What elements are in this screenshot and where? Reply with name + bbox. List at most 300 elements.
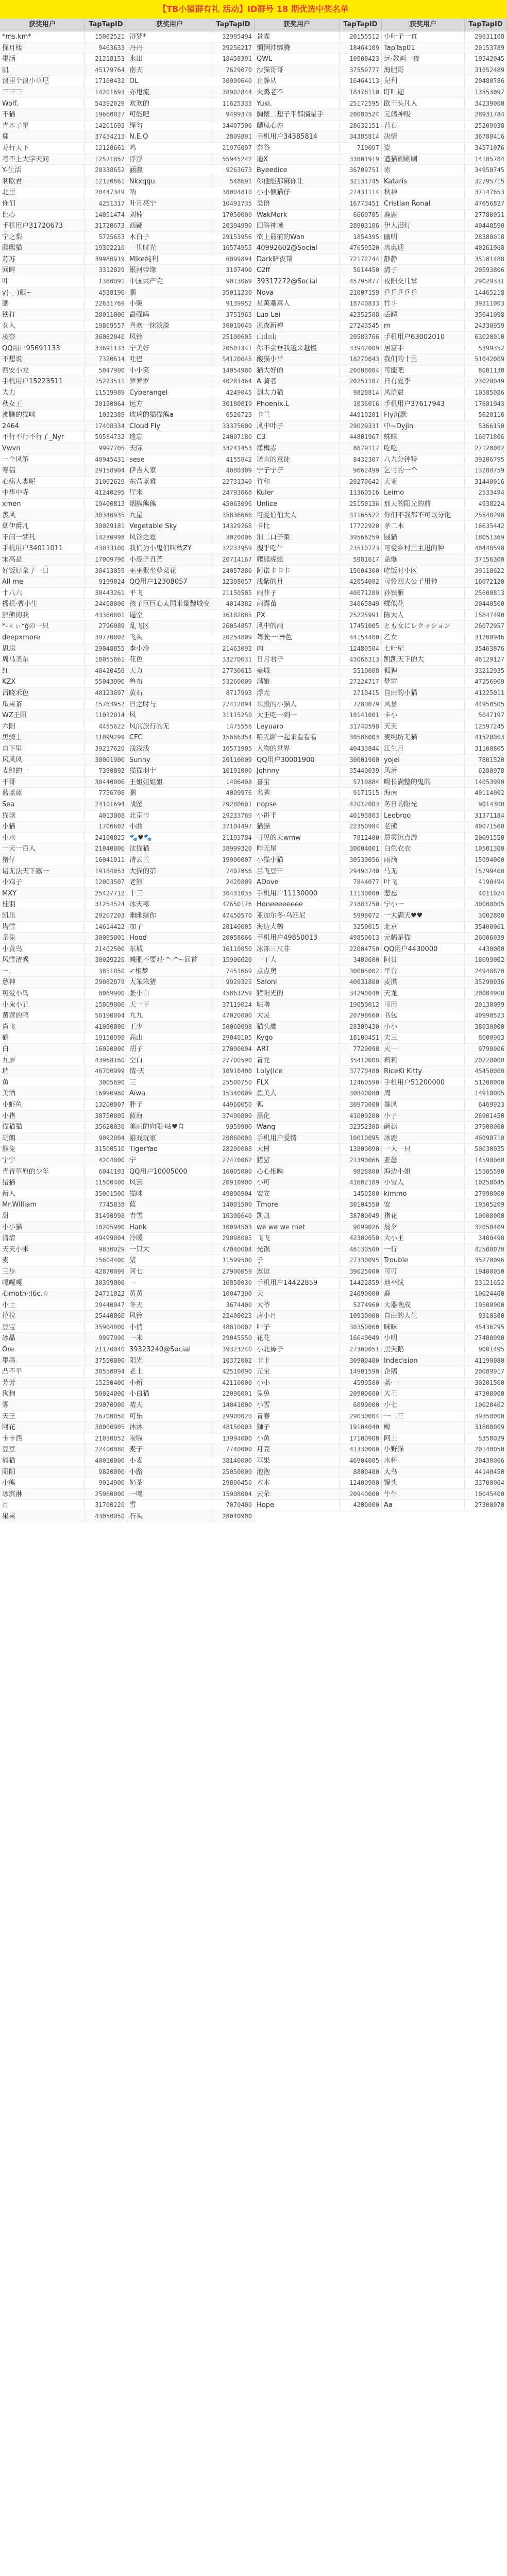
winner-name: 宁之梨 bbox=[0, 232, 85, 243]
winner-name: yojei bbox=[382, 755, 465, 766]
winner-name: 圆猫 bbox=[382, 532, 465, 544]
winner-name: 丹丹 bbox=[127, 43, 212, 54]
winner-taptap-id: 17408334 bbox=[85, 421, 127, 432]
winner-name: Aa bbox=[382, 1500, 465, 1511]
winner-taptap-id: 16635442 bbox=[465, 521, 507, 532]
winner-taptap-id: 27412094 bbox=[212, 699, 255, 710]
winner-taptap-id: 1706602 bbox=[85, 821, 127, 833]
winner-taptap-id: 20860000 bbox=[212, 1133, 255, 1144]
winner-name: Loly(Ice bbox=[255, 1066, 340, 1077]
winner-name: 小猪 bbox=[0, 1111, 85, 1122]
winner-name: 熙熙猫 bbox=[0, 243, 85, 254]
winner-name: 地平线 bbox=[382, 1278, 465, 1289]
winner-name: 美酒 bbox=[0, 1088, 85, 1099]
winner-taptap-id: 17722920 bbox=[340, 521, 382, 532]
winner-taptap-id: 10491735 bbox=[212, 198, 255, 210]
winner-name: 鹿鹿 bbox=[382, 210, 465, 221]
winner-taptap-id: 29440047 bbox=[85, 1300, 127, 1311]
winner-name: 满娘 bbox=[255, 676, 340, 688]
winner-taptap-id: 30340935 bbox=[85, 510, 127, 521]
winner-name: 浮浮 bbox=[127, 154, 212, 165]
winner-taptap-id: 8717993 bbox=[212, 688, 255, 699]
winner-taptap-id: 43968160 bbox=[85, 1055, 127, 1066]
winner-name: 王姐姐姐姐 bbox=[127, 777, 212, 788]
winner-name: 小明 bbox=[382, 1333, 465, 1344]
winner-taptap-id: 15604400 bbox=[85, 1255, 127, 1266]
winner-name: 三三三 bbox=[0, 87, 85, 98]
winner-taptap-id: 34950745 bbox=[465, 165, 507, 176]
winner-taptap-id: 9014900 bbox=[85, 1478, 127, 1489]
winner-name: 北里 bbox=[0, 187, 85, 198]
winner-taptap-id: 36780416 bbox=[465, 131, 507, 143]
winner-name: 一世时光 bbox=[127, 243, 212, 254]
winner-taptap-id: 49850013 bbox=[340, 933, 382, 944]
winner-taptap-id: 36082040 bbox=[85, 332, 127, 343]
winner-name: 宁 bbox=[127, 1155, 212, 1166]
winner-taptap-id: 10501300 bbox=[465, 843, 507, 855]
winner-name: 猪 bbox=[127, 1255, 212, 1266]
winner-name: *ms.km* bbox=[0, 31, 85, 43]
winner-taptap-id: 20004900 bbox=[465, 988, 507, 999]
winner-taptap-id: 14901590 bbox=[340, 1366, 382, 1378]
winner-taptap-id: 47300000 bbox=[465, 1388, 507, 1400]
winner-name: 光锅 bbox=[255, 1244, 340, 1256]
winner-name: とも女にレクッション bbox=[382, 621, 465, 632]
winner-name: OL bbox=[127, 76, 212, 87]
winner-name: 赤 bbox=[382, 165, 465, 176]
winner-name: 大小王 bbox=[382, 1233, 465, 1244]
winner-name: 猪猫 bbox=[0, 1177, 85, 1189]
winner-name: 潇梅赤 bbox=[255, 443, 340, 454]
winner-name: Ore bbox=[0, 1344, 85, 1355]
winner-taptap-id: 17100900 bbox=[340, 1433, 382, 1445]
winner-name: 干哥 bbox=[0, 777, 85, 788]
winner-taptap-id: 41009200 bbox=[340, 1111, 382, 1122]
winner-taptap-id: 27700590 bbox=[212, 1055, 255, 1066]
winner-name: 比心 bbox=[0, 210, 85, 221]
winner-name: 可怜四大公子用神 bbox=[382, 577, 465, 588]
winner-taptap-id: 11099299 bbox=[85, 732, 127, 743]
winner-taptap-id: 20251107 bbox=[340, 376, 382, 387]
winner-taptap-id: 21193784 bbox=[212, 833, 255, 844]
winner-name: 黄黄 bbox=[127, 1289, 212, 1300]
winner-taptap-id: 44910201 bbox=[340, 410, 382, 421]
winner-taptap-id: 8000903 bbox=[465, 1032, 507, 1044]
winner-taptap-id: 18099002 bbox=[465, 955, 507, 966]
winner-name: 石头 bbox=[127, 1511, 212, 1522]
winner-name: 空白 bbox=[127, 1055, 212, 1066]
winner-name: 月 bbox=[0, 1500, 85, 1511]
winner-taptap-id: 29207203 bbox=[85, 910, 127, 922]
winner-taptap-id: 30413059 bbox=[85, 566, 127, 577]
winner-taptap-id: 30431035 bbox=[212, 888, 255, 900]
winner-name: 大器晚成 bbox=[382, 1300, 465, 1311]
winner-name: 小白猫 bbox=[127, 1388, 212, 1400]
winner-name: 欧干头凡人 bbox=[382, 98, 465, 110]
winner-taptap-id: 1854395 bbox=[340, 232, 382, 243]
winner-taptap-id: 37770400 bbox=[340, 1066, 382, 1077]
column-header-user: 获奖用户 bbox=[0, 19, 85, 31]
winner-taptap-id: 17050000 bbox=[212, 210, 255, 221]
winner-name: 海南 bbox=[382, 788, 465, 799]
winner-name: 白 bbox=[0, 1044, 85, 1055]
winner-taptap-id: 8432307 bbox=[340, 454, 382, 466]
winner-name: 阳光 bbox=[127, 1355, 212, 1367]
winner-name: 玻璃的猫猫熊a bbox=[127, 410, 212, 421]
winner-taptap-id: 4938224 bbox=[465, 499, 507, 510]
winner-name: 东城 bbox=[127, 944, 212, 955]
winner-taptap-id: 45795877 bbox=[340, 276, 382, 287]
winner-taptap-id: 18100451 bbox=[340, 1032, 382, 1044]
winner-name: 手机用户37617943 bbox=[382, 399, 465, 410]
winner-taptap-id: 3005690 bbox=[85, 1077, 127, 1089]
winner-taptap-id: 20798660 bbox=[340, 1010, 382, 1022]
winner-taptap-id: 9997990 bbox=[85, 1333, 127, 1344]
winner-name: 沸腾的猫咪 bbox=[0, 410, 85, 421]
winner-taptap-id: 46904005 bbox=[340, 1455, 382, 1467]
winner-name: 墨墨 bbox=[0, 1355, 85, 1367]
winner-taptap-id: 3851850 bbox=[85, 966, 127, 977]
winner-taptap-id: 38443261 bbox=[85, 588, 127, 599]
winner-name: 元鹤是猫 bbox=[382, 933, 465, 944]
winner-name: 凌奈 bbox=[0, 332, 85, 343]
winner-name: 鹿 bbox=[382, 1289, 465, 1300]
winner-name: 宁子宁子 bbox=[255, 465, 340, 477]
winner-taptap-id: 47650176 bbox=[212, 899, 255, 910]
winner-taptap-id: 14590060 bbox=[465, 1155, 507, 1166]
winner-taptap-id: 43066313 bbox=[340, 654, 382, 666]
winner-name: 风中叶子 bbox=[255, 421, 340, 432]
winner-name: 宋高是 bbox=[0, 554, 85, 566]
winner-taptap-id: 20008084 bbox=[340, 365, 382, 377]
winner-name: 卡兰 bbox=[255, 410, 340, 421]
winner-taptap-id: 5047197 bbox=[465, 710, 507, 721]
winner-name: QQ用户10005000 bbox=[127, 1166, 212, 1178]
winner-taptap-id: 39118622 bbox=[465, 566, 507, 577]
winner-taptap-id: 39206795 bbox=[465, 454, 507, 466]
winner-taptap-id: 9929325 bbox=[212, 977, 255, 988]
winner-taptap-id: 41602109 bbox=[340, 1177, 382, 1189]
winner-name: 雪 bbox=[127, 1500, 212, 1511]
winner-taptap-id: 25500750 bbox=[212, 1077, 255, 1089]
winner-name: 秋神 bbox=[382, 187, 465, 198]
winner-taptap-id: 27730015 bbox=[212, 666, 255, 677]
winner-name: Vwvn bbox=[0, 443, 85, 454]
winner-name: 姿 bbox=[382, 143, 465, 154]
winner-taptap-id: 33241453 bbox=[212, 443, 255, 454]
winner-taptap-id: 20140050 bbox=[465, 1444, 507, 1455]
winner-taptap-id: 47656827 bbox=[465, 198, 507, 210]
winner-name: 马无 bbox=[382, 866, 465, 877]
winner-taptap-id: 23121652 bbox=[465, 1278, 507, 1289]
winner-taptap-id: 16574955 bbox=[212, 243, 255, 254]
winner-name: 小鸡子 bbox=[0, 877, 85, 888]
winner-name: 一丁人 bbox=[255, 955, 340, 966]
winner-name: 蓝海 bbox=[127, 1111, 212, 1122]
winner-taptap-id: 9828800 bbox=[340, 1166, 382, 1178]
winner-taptap-id: 7407856 bbox=[212, 866, 255, 877]
winner-name: Wolf. bbox=[0, 98, 85, 110]
winner-taptap-id: 6280978 bbox=[465, 766, 507, 777]
winner-taptap-id: 9014300 bbox=[465, 799, 507, 810]
winner-taptap-id: 47020000 bbox=[212, 1010, 255, 1022]
winner-taptap-id: 43033100 bbox=[85, 543, 127, 554]
winner-taptap-id: 1036016 bbox=[340, 399, 382, 410]
winner-name: 远方 bbox=[127, 399, 212, 410]
winner-name: Yuki. bbox=[255, 98, 340, 110]
winner-taptap-id: 20501341 bbox=[212, 343, 255, 354]
winner-name: 名牌 bbox=[255, 788, 340, 799]
winner-taptap-id: 59584732 bbox=[85, 432, 127, 443]
winner-name: Hood bbox=[127, 933, 212, 944]
winner-name: 风语晨 bbox=[382, 387, 465, 399]
winner-taptap-id: 21402500 bbox=[85, 944, 127, 955]
winner-taptap-id: 12003507 bbox=[85, 877, 127, 888]
winner-taptap-id: 15004300 bbox=[340, 566, 382, 577]
winner-name: QQ用户30001900 bbox=[255, 755, 340, 766]
winner-name: QQ用户95691133 bbox=[0, 343, 85, 354]
winner-taptap-id: 40440590 bbox=[465, 221, 507, 232]
winner-taptap-id: 25172595 bbox=[340, 98, 382, 110]
winner-name: 茅二木 bbox=[382, 521, 465, 532]
winner-name: 冰天寒 bbox=[127, 899, 212, 910]
winner-name: 花花 bbox=[255, 1333, 340, 1344]
winner-name: 悲忘 bbox=[382, 888, 465, 900]
winner-name: 阿花 bbox=[0, 1422, 85, 1433]
winner-name: 鱼美人 bbox=[255, 1088, 340, 1099]
winner-name: 手机用户11130000 bbox=[255, 888, 340, 900]
winner-taptap-id: 26054857 bbox=[212, 621, 255, 632]
winner-name: 风铃之夏 bbox=[127, 532, 212, 544]
winner-name: 果果 bbox=[0, 1511, 85, 1522]
winner-taptap-id: 10020402 bbox=[465, 1400, 507, 1411]
winner-taptap-id: 1032389 bbox=[85, 410, 127, 421]
winner-taptap-id: 5350029 bbox=[465, 1433, 507, 1445]
winner-taptap-id: 2710415 bbox=[340, 688, 382, 699]
winner-name: 牛牛 bbox=[382, 1489, 465, 1500]
winner-taptap-id: 14185784 bbox=[465, 154, 507, 165]
winner-taptap-id: 50190004 bbox=[85, 1010, 127, 1022]
winner-taptap-id: 9139952 bbox=[212, 298, 255, 310]
winner-name: 乙女 bbox=[382, 632, 465, 643]
winner-taptap-id: 8069900 bbox=[85, 988, 127, 999]
top-banner: 【TB小猿群有礼 活动】ID群号 18 期优选中奖名单 bbox=[0, 0, 507, 19]
winner-taptap-id: 15666354 bbox=[212, 732, 255, 743]
winner-taptap-id: 37156300 bbox=[465, 554, 507, 566]
winner-taptap-id: 30001900 bbox=[85, 755, 127, 766]
winner-name: 吴语 bbox=[255, 198, 340, 210]
winner-taptap-id: 45436295 bbox=[465, 1322, 507, 1333]
winner-name: 猪猪 bbox=[255, 1155, 340, 1166]
winner-taptap-id: 9463633 bbox=[85, 43, 127, 54]
winner-name: 木白子 bbox=[127, 232, 212, 243]
winner-name: kimmo bbox=[382, 1189, 465, 1200]
winner-name: 可爱伯伯大人 bbox=[255, 510, 340, 521]
winner-name: 蓝·一 bbox=[382, 1378, 465, 1389]
winner-taptap-id: 29070900 bbox=[85, 1400, 127, 1411]
winner-name: 一米 bbox=[127, 1333, 212, 1344]
winner-name: 迪X bbox=[255, 154, 340, 165]
winner-name: *-ㄨぃ*ǵの一只 bbox=[0, 621, 85, 632]
winner-taptap-id: 24100025 bbox=[85, 833, 127, 844]
winner-name: 猫球 bbox=[0, 810, 85, 822]
winner-name: 平台 bbox=[382, 966, 465, 977]
winner-name: 海胆哥 bbox=[382, 65, 465, 76]
winner-name: 欢欢的 bbox=[127, 98, 212, 110]
winner-name: 胡子 bbox=[127, 1044, 212, 1055]
winner-name: 胡朗 bbox=[0, 1133, 85, 1144]
winner-name: 蓝 bbox=[127, 1199, 212, 1211]
winner-name: 青雪 bbox=[127, 1211, 212, 1222]
winner-taptap-id: 23510723 bbox=[340, 543, 382, 554]
winner-taptap-id: 11032014 bbox=[85, 710, 127, 721]
winner-taptap-id: 11130000 bbox=[340, 888, 382, 900]
winner-taptap-id: 27330095 bbox=[340, 1255, 382, 1266]
winner-name: m bbox=[382, 320, 465, 332]
winner-name: 大爷 bbox=[255, 1300, 340, 1311]
winner-taptap-id: 9199024 bbox=[85, 577, 127, 588]
winner-name: 惘惘沖绑腾 bbox=[255, 43, 340, 54]
winner-name: 十三 bbox=[127, 888, 212, 900]
winner-taptap-id: 19400050 bbox=[465, 1266, 507, 1278]
winner-taptap-id: 29831108 bbox=[465, 31, 507, 43]
winner-name: Y-生活 bbox=[0, 165, 85, 176]
winner-taptap-id: 10094503 bbox=[212, 1222, 255, 1233]
winner-name: C2ff bbox=[255, 265, 340, 276]
winner-name: 小路 bbox=[127, 1467, 212, 1478]
winner-name: 夜阳交几掌 bbox=[382, 276, 465, 287]
winner-name: 狐狸 bbox=[382, 666, 465, 677]
winner-taptap-id: 30104550 bbox=[340, 1199, 382, 1211]
winner-taptap-id: 31440016 bbox=[465, 477, 507, 488]
winner-taptap-id: 12571857 bbox=[85, 154, 127, 165]
winner-taptap-id: 30550094 bbox=[85, 1366, 127, 1378]
winner-taptap-id: 17451005 bbox=[340, 621, 382, 632]
winner-name: 江生月 bbox=[382, 743, 465, 755]
winner-name: 冰冻三尺非 bbox=[255, 944, 340, 955]
winner-taptap-id: 26072957 bbox=[465, 621, 507, 632]
column-header-user: 获奖用户 bbox=[255, 19, 340, 31]
winner-name: 天王 bbox=[0, 1411, 85, 1422]
winner-taptap-id: 5519008 bbox=[340, 666, 382, 677]
winner-name: 鹏 bbox=[127, 287, 212, 299]
winner-taptap-id: 28931784 bbox=[465, 109, 507, 121]
winner-taptap-id: 41090000 bbox=[85, 1022, 127, 1033]
winner-name: 可能吧 bbox=[127, 109, 212, 121]
winner-taptap-id: 30530056 bbox=[340, 855, 382, 866]
winner-name: 铁打 bbox=[0, 310, 85, 321]
winner-name: 卡卡 bbox=[255, 1355, 340, 1367]
winner-taptap-id: 20058066 bbox=[212, 933, 255, 944]
winner-taptap-id: 4014382 bbox=[212, 599, 255, 610]
winner-taptap-id: 29030004 bbox=[340, 1411, 382, 1422]
winner-taptap-id: 41225011 bbox=[465, 688, 507, 699]
winner-taptap-id: 30000905 bbox=[85, 1422, 127, 1433]
winner-taptap-id: 20394990 bbox=[212, 221, 255, 232]
winner-taptap-id: 40945431 bbox=[85, 454, 127, 466]
winner-taptap-id: 16850030 bbox=[212, 1278, 255, 1289]
winner-taptap-id: 30029181 bbox=[85, 521, 127, 532]
winner-name: 小小 bbox=[382, 1022, 465, 1033]
winner-taptap-id: 24090000 bbox=[340, 1289, 382, 1300]
winner-taptap-id: 40193803 bbox=[340, 810, 382, 822]
winner-taptap-id: 6099000 bbox=[340, 1400, 382, 1411]
winner-taptap-id: 35400061 bbox=[465, 922, 507, 933]
column-header-id: TapTapID bbox=[340, 19, 382, 31]
winner-name: 小叶子一直 bbox=[382, 31, 465, 43]
winner-name: 咪咪 bbox=[382, 1322, 465, 1333]
winner-taptap-id: 39980919 bbox=[85, 254, 127, 265]
winner-name: 凯乐 bbox=[0, 910, 85, 922]
winner-name: 手机用户14422859 bbox=[255, 1278, 340, 1289]
winner-name: 阿日 bbox=[382, 955, 465, 966]
winner-taptap-id: 19542045 bbox=[465, 54, 507, 65]
winner-name: 欲上最前的Wan bbox=[255, 232, 340, 243]
winner-name: 烟伊爵凡 bbox=[0, 521, 85, 532]
winner-name: 奈谷 bbox=[255, 143, 340, 154]
winner-name: 回眸 bbox=[0, 265, 85, 276]
winner-taptap-id: 46700999 bbox=[85, 1066, 127, 1077]
winner-name: 中华中寺 bbox=[0, 487, 85, 499]
winner-name: 竹斗 bbox=[382, 298, 465, 310]
winner-name: 喜欢一抹淡淡 bbox=[127, 320, 212, 332]
winner-taptap-id: 34239000 bbox=[465, 98, 507, 110]
winner-taptap-id: 20089917 bbox=[465, 1366, 507, 1378]
winner-name: 点点奥 bbox=[255, 966, 340, 977]
winner-taptap-id: 30840080 bbox=[340, 1088, 382, 1099]
winner-taptap-id: 42012003 bbox=[340, 799, 382, 810]
winner-name: 黄黄的鸭 bbox=[0, 1010, 85, 1022]
winner-name: 冰晶 bbox=[0, 1333, 85, 1344]
winner-name: Nkxqqu bbox=[127, 176, 212, 188]
winner-name: 晨夕 bbox=[382, 1222, 465, 1233]
winner-name: 青木子星 bbox=[0, 121, 85, 132]
winner-name: 兒利 bbox=[382, 76, 465, 87]
winner-taptap-id: 36709751 bbox=[340, 165, 382, 176]
winner-taptap-id: 40114002 bbox=[465, 788, 507, 799]
winner-name: 乱飞区 bbox=[127, 621, 212, 632]
winner-taptap-id: 26006039 bbox=[465, 933, 507, 944]
winner-taptap-id: 9499379 bbox=[212, 109, 255, 121]
winner-taptap-id: 28309430 bbox=[340, 1022, 382, 1033]
winner-name: Hank bbox=[127, 1222, 212, 1233]
winner-taptap-id: 50024000 bbox=[85, 1388, 127, 1400]
winner-name: 六阳 bbox=[0, 721, 85, 733]
winner-taptap-id: 37550000 bbox=[85, 1355, 127, 1367]
winner-name: 天一 bbox=[382, 1044, 465, 1055]
winner-name: 雨露苗 bbox=[255, 599, 340, 610]
winner-taptap-id: 25600813 bbox=[465, 588, 507, 599]
winner-taptap-id: 45863259 bbox=[212, 988, 255, 999]
winner-taptap-id: 37900000 bbox=[465, 1122, 507, 1133]
winner-name: 苔石 bbox=[382, 121, 465, 132]
winner-name: 遭猫刷刷刷 bbox=[382, 154, 465, 165]
winner-name: 浅紫的月 bbox=[255, 577, 340, 588]
winner-name: 唐小月 bbox=[255, 1311, 340, 1322]
winner-name: 遗忘 bbox=[127, 432, 212, 443]
winner-name: 自由的人生 bbox=[382, 1311, 465, 1322]
winner-taptap-id: 20190064 bbox=[85, 399, 127, 410]
winner-name: 吐巴 bbox=[127, 354, 212, 365]
winner-name: Luo Lei bbox=[255, 310, 340, 321]
winner-name: 浅浅浅 bbox=[127, 743, 212, 755]
winner-name: 大灵 bbox=[255, 1010, 340, 1022]
winner-taptap-id: 41520003 bbox=[465, 732, 507, 743]
winner-name: 陈大人 bbox=[382, 610, 465, 621]
winner-taptap-id: 21007159 bbox=[340, 287, 382, 299]
winner-name: 那天的阳光的前 bbox=[382, 499, 465, 510]
winner-name: 宇宇 bbox=[0, 1155, 85, 1166]
